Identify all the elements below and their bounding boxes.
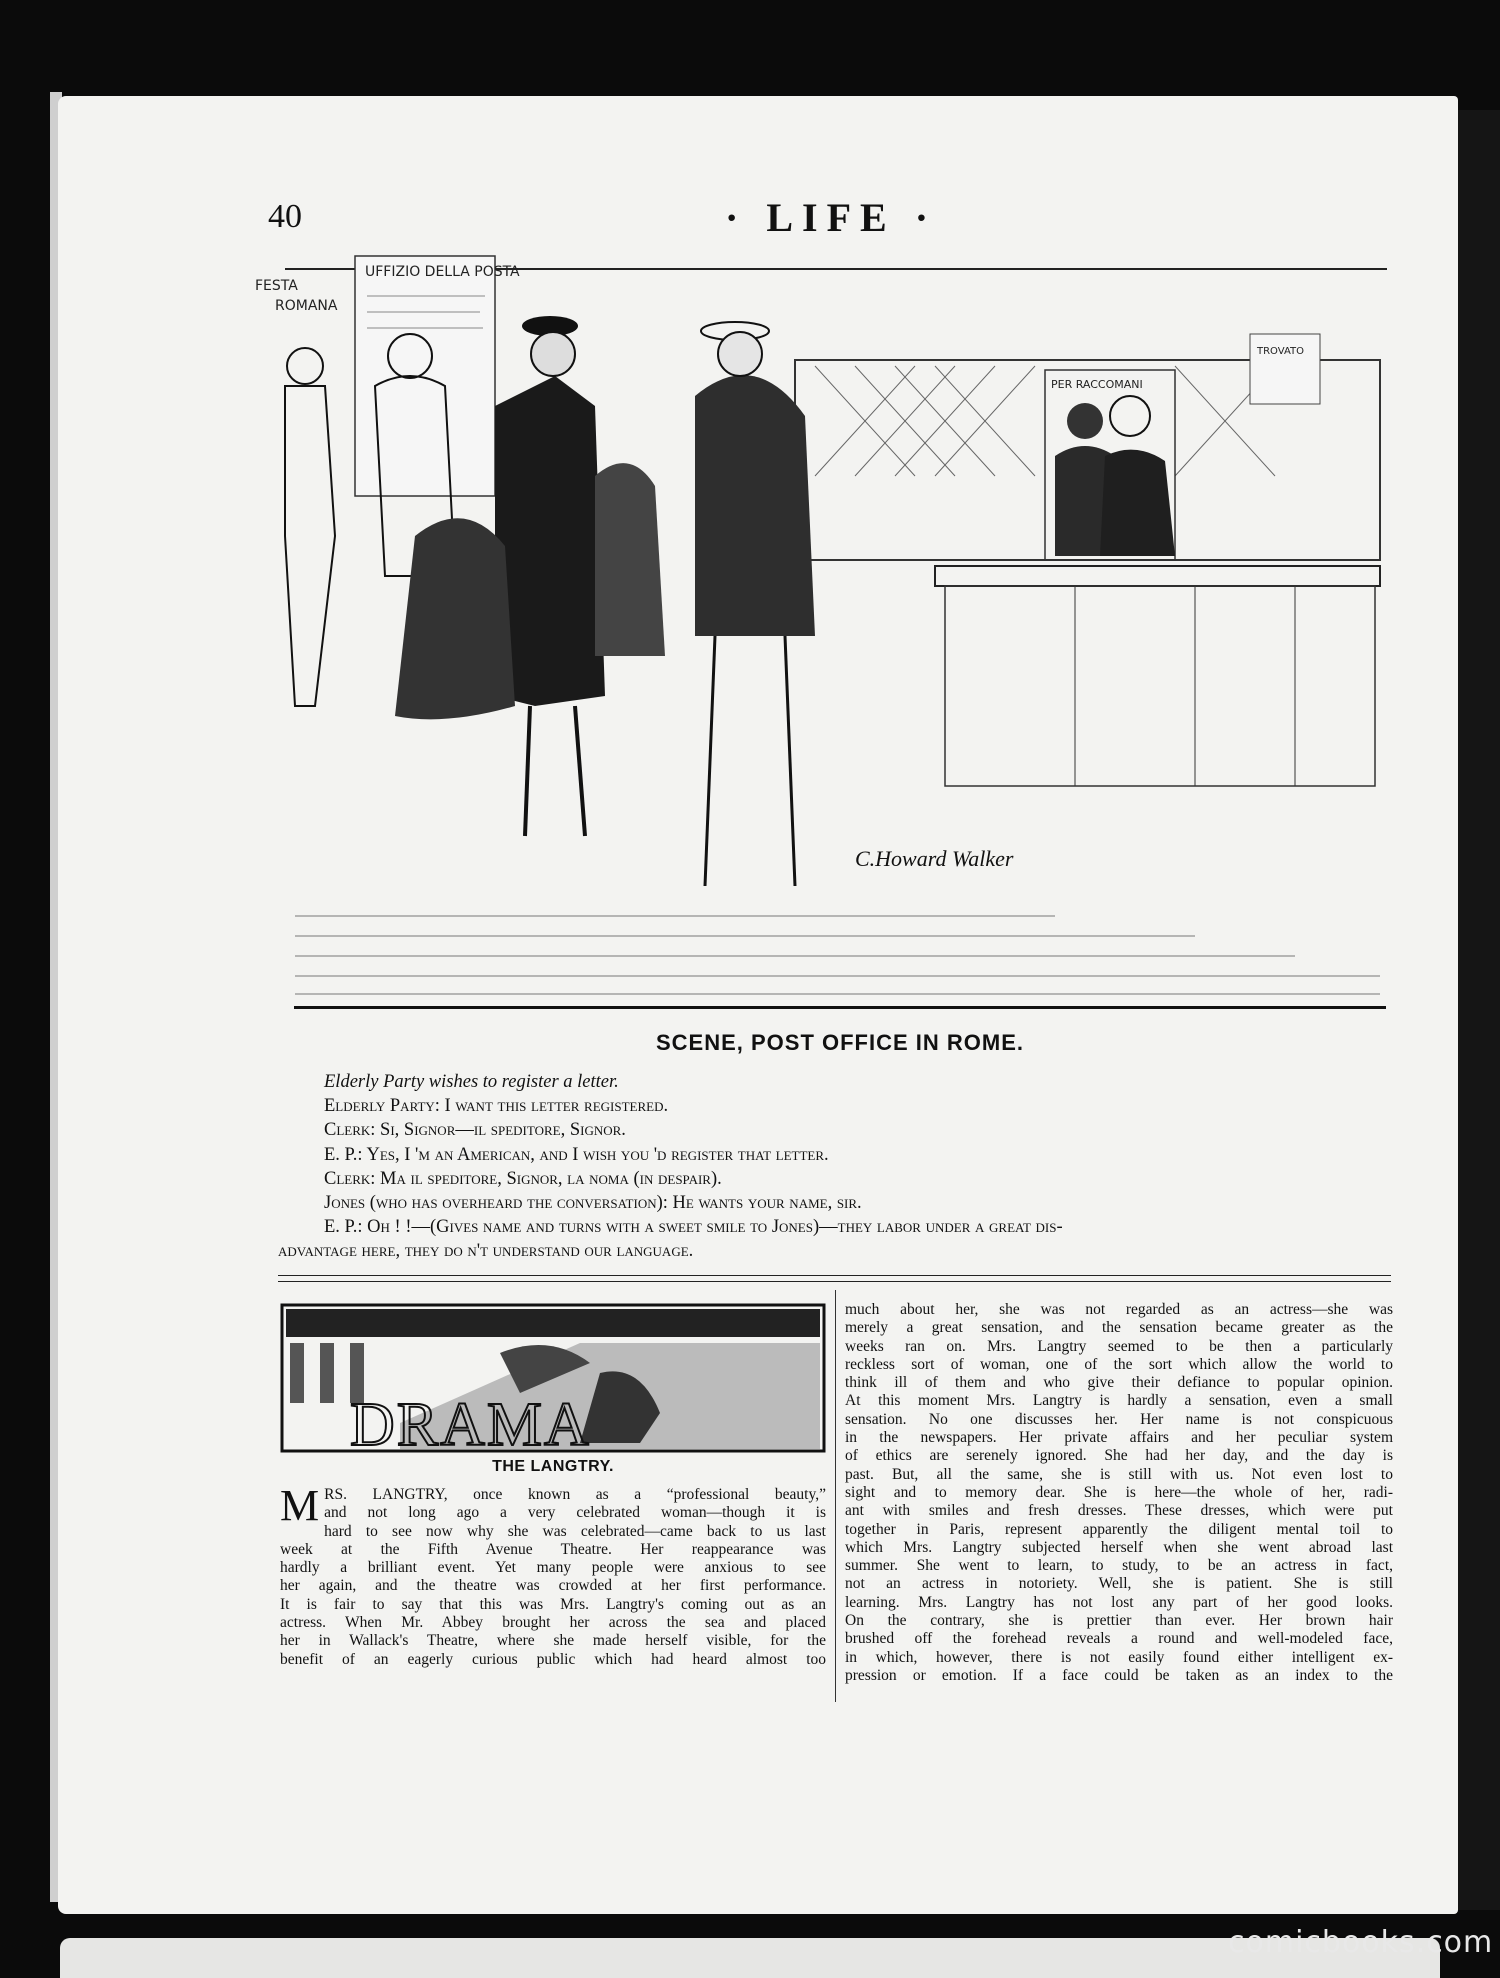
sign-uffizio-posta: UFFIZIO DELLA POSTA xyxy=(365,264,520,280)
dialogue-line: E. P.: Oh ! !—(Gives name and turns with a sweet smile to Jones)—they labor under a great dis- xyxy=(324,1217,1063,1238)
site-watermark: comicbooks.com xyxy=(1228,1925,1494,1960)
article-line: her again, and the theatre was crowded at her first performance. xyxy=(280,1577,826,1595)
section-rule xyxy=(278,1281,1391,1282)
dialogue-line: Clerk: Ma il speditore, Signor, la noma (in despair). xyxy=(324,1168,722,1189)
sign-trovato: TROVATO xyxy=(1257,346,1304,357)
article-line: in which, however, there is not easily found either intelligent ex- xyxy=(845,1648,1393,1666)
article-line: ant with smiles and fresh dresses. These dresses, which were put xyxy=(845,1502,1393,1520)
artist-signature: C.Howard Walker xyxy=(855,846,1014,871)
article-line: hard to see now why she was celebrated—came back to us last xyxy=(324,1522,826,1540)
article-line: week at the Fifth Avenue Theatre. Her reappearance was xyxy=(280,1540,826,1558)
article-line: together in Paris, represent apparently the diligent mental toil to xyxy=(845,1520,1393,1538)
article-line: hardly a brilliant event. Yet many people were anxious to see xyxy=(280,1559,826,1577)
article-right-column xyxy=(845,1301,1393,1685)
article-line: pression or emotion. If a face could be taken as an index to the xyxy=(845,1666,1393,1684)
article-line: sight and to memory dear. She is here—the whole of her, radi- xyxy=(845,1483,1393,1501)
article-line: It is fair to say that this was Mrs. Langtry's coming out as an xyxy=(280,1595,826,1613)
article-line: and not long ago a very celebrated woman—though it is xyxy=(324,1504,826,1522)
dialogue-line: advantage here, they do n't understand our language. xyxy=(278,1241,694,1262)
page-number: 40 xyxy=(268,198,302,235)
caption-dialogue xyxy=(278,1070,1396,1264)
sign-per-raccomani: PER RACCOMANI xyxy=(1051,378,1143,391)
article-line: think ill of them and who give their defiance to popular opinion. xyxy=(845,1374,1393,1392)
article-line: learning. Mrs. Langtry has not lost any part of her good looks. xyxy=(845,1593,1393,1611)
article-line: summer. She went to learn, to study, to be an actress in fact, xyxy=(845,1557,1393,1575)
article-subhead: THE LANGTRY. xyxy=(492,1458,614,1475)
article-left-column xyxy=(280,1481,826,1669)
sign-festa: FESTA xyxy=(255,278,298,294)
sign-romana: ROMANA xyxy=(275,298,338,314)
section-rule xyxy=(278,1275,1391,1276)
post-office-illustration xyxy=(255,264,1385,1006)
column-rule xyxy=(835,1290,836,1702)
drama-header-engraving xyxy=(280,1303,826,1459)
article-line: On the contrary, she is prettier than ever. Her brown hair xyxy=(845,1612,1393,1630)
dialogue-line: Jones (who has overheard the conversation): He wants your name, sir. xyxy=(324,1193,862,1214)
article-line: much about her, she was not regarded as an actress—she was xyxy=(845,1301,1393,1318)
article-line: reckless sort of woman, one of the sort which allow the world to xyxy=(845,1355,1393,1373)
article-line: in the newspapers. Her private affairs and her peculiar system xyxy=(845,1429,1393,1447)
masthead-title: · LIFE · xyxy=(725,195,938,240)
article-line: At this moment Mrs. Langtry is hardly a sensation, even a small xyxy=(845,1392,1393,1410)
article-line: merely a great sensation, and the sensation became greater as the xyxy=(845,1319,1393,1337)
article-line: which Mrs. Langtry subjected herself when she went abroad last xyxy=(845,1538,1393,1556)
article-line: not an actress in notoriety. Well, she is patient. She is still xyxy=(845,1575,1393,1593)
article-line: actress. When Mr. Abbey brought her across the sea and placed xyxy=(280,1614,826,1632)
dialogue-line: E. P.: Yes, I 'm an American, and I wish you 'd register that letter. xyxy=(324,1144,829,1165)
dialogue-line: Clerk: Si, Signor—il speditore, Signor. xyxy=(324,1120,626,1141)
article-line: of ethics are serenely ignored. She had her day, and the day is xyxy=(845,1447,1393,1465)
dialogue-line: Elderly Party: I want this letter registered. xyxy=(324,1096,669,1117)
article-line: RS. LANGTRY, once known as a “professional beauty,” xyxy=(324,1486,826,1503)
article-line: brushed off the forehead reveals a round and well-modeled face, xyxy=(845,1630,1393,1648)
caption-title: SCENE, POST OFFICE IN ROME. xyxy=(655,1030,1025,1055)
illustration-rule xyxy=(294,1006,1386,1009)
article-line: her in Wallack's Theatre, where she made herself visible, for the xyxy=(280,1632,826,1650)
article-line: benefit of an eagerly curious public which had heard almost too xyxy=(280,1650,826,1668)
article-line: sensation. No one discusses her. Her name is not conspicuous xyxy=(845,1410,1393,1428)
drop-cap: M xyxy=(280,1481,320,1530)
article-line: past. But, all the same, she is still with us. Not even lost to xyxy=(845,1465,1393,1483)
drama-banner-text: DRAMA xyxy=(350,1391,591,1459)
dialogue-line: Elderly Party wishes to register a letter. xyxy=(324,1072,619,1092)
article-line: weeks ran on. Mrs. Langtry seemed to be then a particularly xyxy=(845,1337,1393,1355)
